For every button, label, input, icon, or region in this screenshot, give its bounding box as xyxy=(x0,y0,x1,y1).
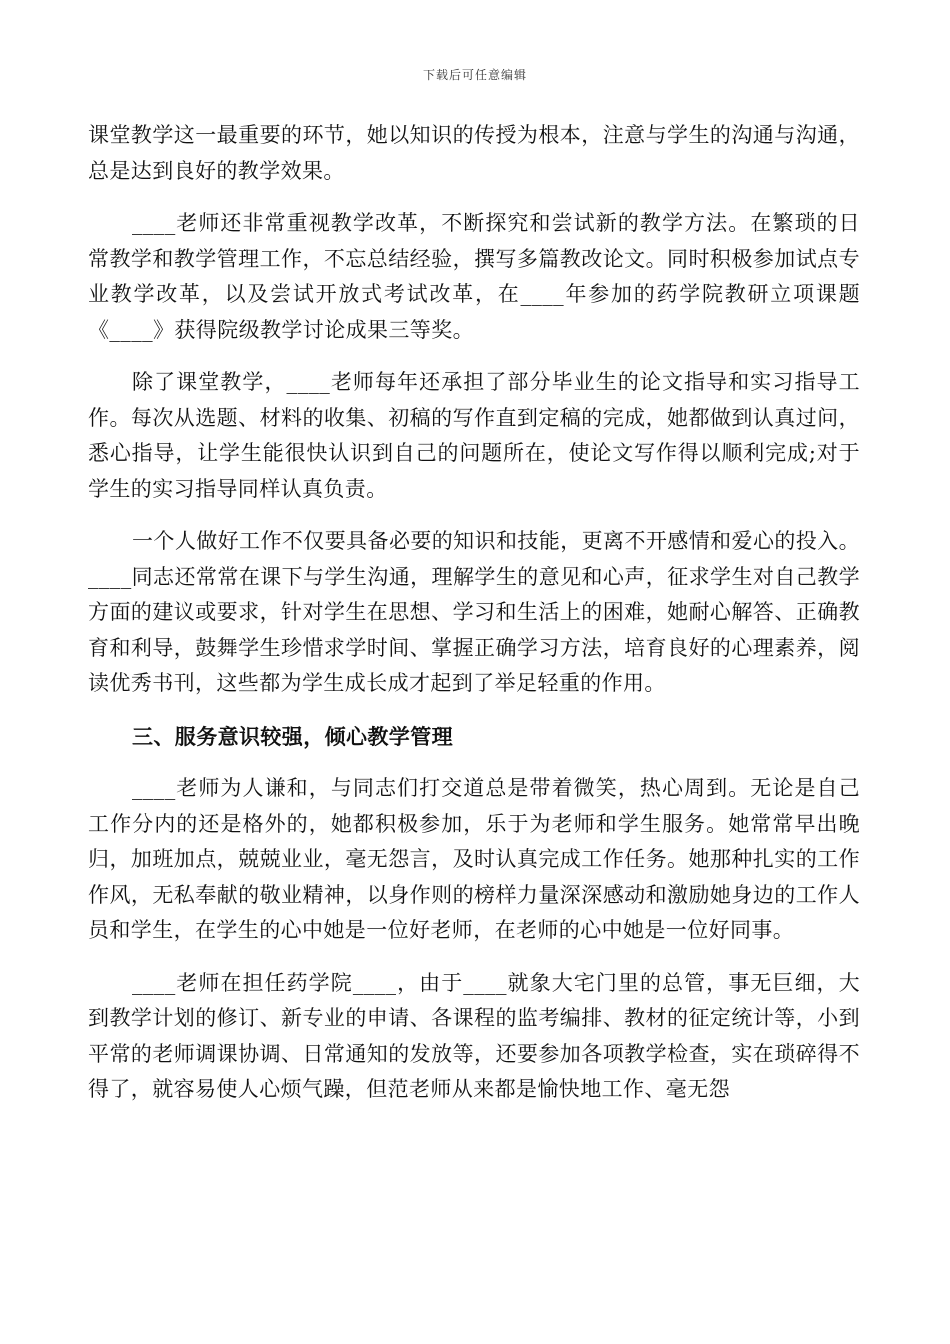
paragraph-student-care: 一个人做好工作不仅要具备必要的知识和技能，更离不开感情和爱心的投入。____同志还常常在课下与学生沟通，理解学生的意见和心声，征求学生对自己教学方面的建议或要求，针对学生在思想、学习和生活上的困难，她耐心解答、正确教育和利导，鼓舞学生珍惜求学时间、掌握正确学习方法，培育良好的心理素养，阅读优秀书刊，这些都为学生成长成才起到了举足轻重的作用。 xyxy=(88,529,860,695)
paragraph-teaching-reform: ____老师还非常重视教学改革，不断探究和尝试新的教学方法。在繁琐的日常教学和教学管理工作，不忘总结经验，撰写多篇教改论文。同时积极参加试点专业教学改革，以及尝试开放式考试改革，在____年参加的药学院教研立项课题《____》获得院级教学讨论成果三等奖。 xyxy=(88,211,860,342)
section-heading: 三、服务意识较强，倾心教学管理 xyxy=(132,723,453,749)
paragraph-service-attitude: ____老师为人谦和，与同志们打交道总是带着微笑，热心周到。无论是自己工作分内的还是格外的，她都积极参加，乐于为老师和学生服务。她常常早出晚归，加班加点，兢兢业业，毫无怨言，及时认真完成工作任务。她那种扎实的工作作风，无私奉献的敬业精神，以身作则的榜样力量深深感动和激励她身边的工作人员和学生，在学生的心中她是一位好老师，在老师的心中她是一位好同事。 xyxy=(88,776,860,942)
download-note: 下载后可任意编辑 xyxy=(422,68,527,82)
paragraph-management-work: ____老师在担任药学院____，由于____就象大宅门里的总管，事无巨细，大到教学计划的修订、新专业的申请、各课程的监考编排、教材的征定统计等，小到平常的老师调课协调、日常通知的发放等，还要参加各项教学检查，实在琐碎得不得了，就容易使人心烦气躁，但范老师从来都是愉快地工作、毫无怨 xyxy=(88,970,860,1101)
paragraph-thesis-guidance: 除了课堂教学，____老师每年还承担了部分毕业生的论文指导和实习指导工作。每次从选题、材料的收集、初稿的写作直到定稿的完成，她都做到认真过问，悉心指导，让学生能很快认识到自己的问题所在，使论文写作得以顺利完成;对于学生的实习指导同样认真负责。 xyxy=(88,370,860,501)
document-body xyxy=(88,118,860,1125)
paragraph-continuation: 课堂教学这一最重要的环节，她以知识的传授为根本，注意与学生的沟通与沟通，总是达到良好的教学效果。 xyxy=(88,123,860,183)
